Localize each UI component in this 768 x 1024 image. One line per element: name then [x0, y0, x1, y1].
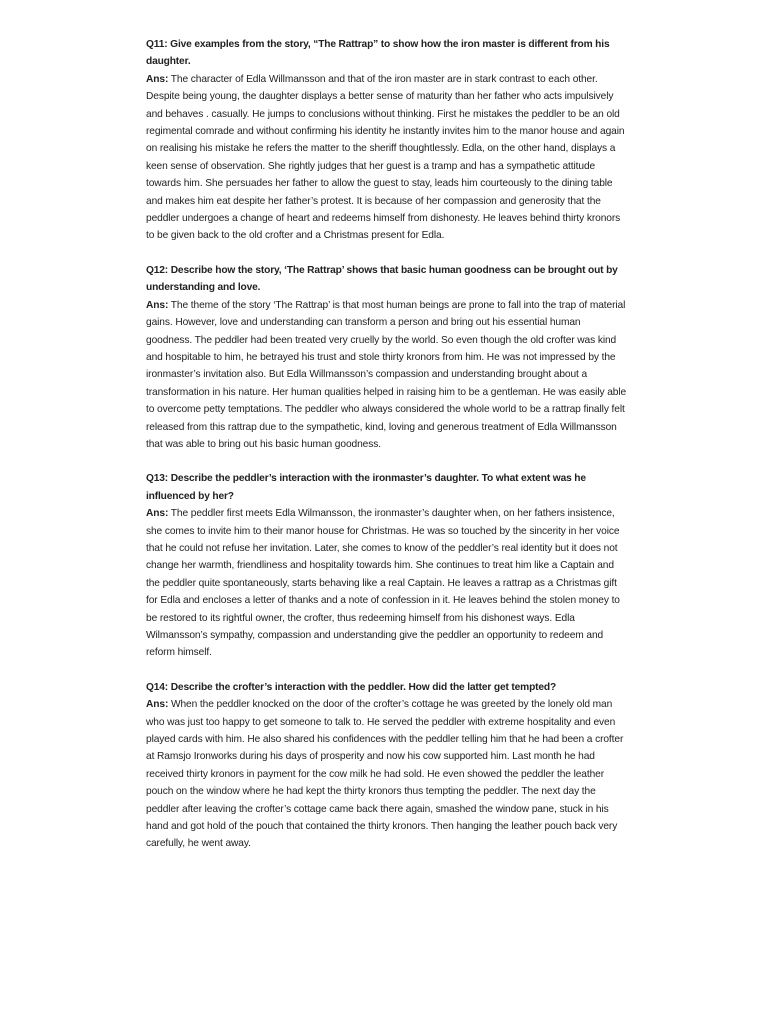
document-page: [146, 36, 628, 853]
answer-paragraph: [146, 505, 628, 662]
answer-paragraph: [146, 71, 628, 245]
qa-block-q12: [146, 262, 628, 453]
answer-label: Ans:: [146, 299, 169, 311]
question-heading: Q13: Describe the peddler’s interaction with the ironmaster’s daughter. To what extent was he influenced by her?: [146, 473, 586, 502]
question-heading: Q12: Describe how the story, ‘The Rattrap’ shows that basic human goodness can be brought out by understanding and love.: [146, 264, 618, 294]
answer-label: Ans:: [146, 73, 169, 85]
answer-label: Ans:: [146, 699, 169, 711]
answer-text: The character of Edla Willmansson and that of the iron master are in stark contrast to each other. Despite being young, the daughter displays a better sense of maturity than her father who acts impulsively and behaves . casually. He jumps to conclusions without thinking. First he mistakes the peddler to be an old regimental comrade and without confirming his identity he instantly invites him to the manor house and again on realising his mistake he refers the matter to the sheriff thoughtlessly. Edla, on the other hand, displays a keen sense of observation. She rightly judges that her guest is a tramp and has a sympathetic attitude towards him. She persuades her father to allow the guest to stay, leads him courteously to the dining table and makes him eat despite her father’s protest. It is because of her compassion and generosity that the peddler undergoes a change of heart and redeems himself from dishonesty. He leaves behind thirty kronors to be given back to the old crofter and a Christmas present for Edla.: [146, 73, 625, 242]
qa-block-q11: [146, 36, 628, 245]
answer-paragraph: [146, 696, 628, 853]
answer-text: When the peddler knocked on the door of the crofter’s cottage he was greeted by the lonely old man who was just too happy to get someone to talk to. He served the peddler with extreme hospitality and even played cards with him. He also shared his confidences with the peddler telling him that he had been a crofter at Ramsjo Ironworks during his days of prosperity and now his cow supported him. Last month he had received thirty kronors in payment for the cow milk he had sold. He even showed the peddler the leather pouch on the window where he had kept the thirty kronors thus tempting the peddler. The next day the peddler after leaving the crofter’s cottage came back there again, smashed the window pane, stuck in his hand and got hold of the pouch that contained the thirty kronors. Then hanging the leather pouch back very carefully, he went away.: [146, 699, 624, 850]
question-heading: Q11: Give examples from the story, “The Rattrap” to show how the iron master is different from his daughter.: [146, 39, 610, 68]
answer-text: The peddler first meets Edla Wilmansson, the ironmaster’s daughter when, on her fathers insistence, she comes to invite him to their manor house for Christmas. He was so touched by the sincerity in her voice that he could not refuse her invitation. Later, she comes to know of the peddler’s real identity but it does not change her warmth, friendliness and hospitality towards him. She continues to treat him like a Captain and the peddler quite spontaneously, starts behaving like a real Captain. He leaves a rattrap as a Christmas gift for Edla and encloses a letter of thanks and a note of confession in it. He leaves behind the stolen money to be restored to its rightful owner, the crofter, thus redeeming himself from his dishonest ways. Edla Wilmansson’s sympathy, compassion and understanding give the peddler an opportunity to redeem and reform himself.: [146, 508, 620, 659]
answer-label: Ans:: [146, 508, 169, 520]
question-heading: Q14: Describe the crofter’s interaction with the peddler. How did the latter get tempted?: [146, 681, 557, 693]
answer-paragraph: [146, 297, 628, 454]
qa-block-q13: [146, 470, 628, 661]
answer-text: The theme of the story ‘The Rattrap’ is that most human beings are prone to fall into the trap of material gains. However, love and understanding can transform a person and bring out his essential human goodness. The peddler had been treated very cruelly by the world. So even though the old crofter was kind and hospitable to him, he betrayed his trust and stole thirty kronors from him. He was not impressed by the ironmaster’s invitation also. But Edla Willmansson’s compassion and understanding brought about a transformation in his nature. Her human qualities helped in raising him to be a gentleman. He was easily able to overcome petty temptations. The peddler who always considered the whole world to be a rattrap finally felt released from this rattrap due to the sympathetic, kind, loving and generous treatment of Edla Willmansson that was able to bring out his basic human goodness.: [146, 299, 627, 450]
qa-block-q14: [146, 679, 628, 853]
